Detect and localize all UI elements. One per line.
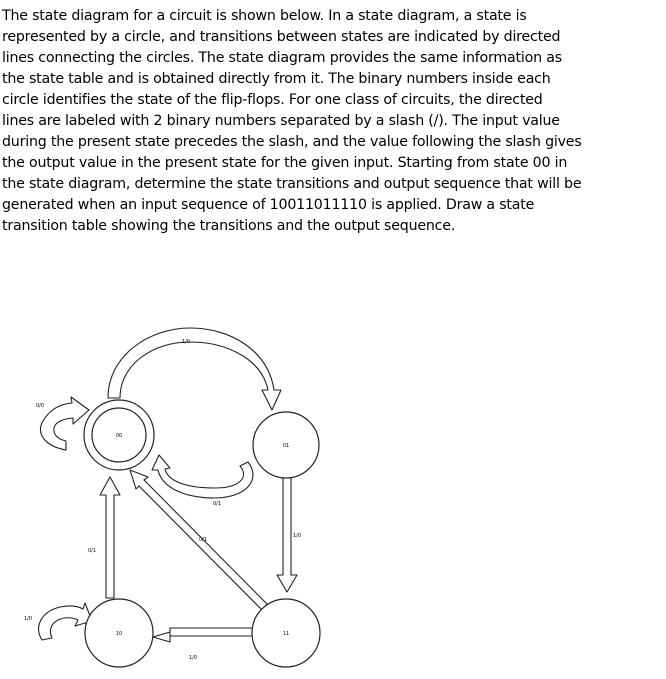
problem-line-11: transition table showing the transitions and the output sequence.: [2, 218, 456, 234]
arrow-self-00: [41, 397, 89, 450]
problem-line-3: lines connecting the circles. The state diagram provides the same information as: [2, 50, 562, 66]
problem-line-9: the state diagram, determine the state transitions and output sequence that will be: [2, 176, 582, 192]
problem-line-5: circle identifies the state of the flip-flops. For one class of circuits, the directed: [2, 92, 543, 108]
state-10-label: 10: [115, 631, 123, 637]
label-00-to-01: 1/0: [181, 339, 191, 345]
arrow-self-10: [39, 603, 92, 640]
label-01-to-11: 1/0: [292, 533, 302, 539]
problem-line-2: represented by a circle, and transitions between states are indicated by directed: [2, 29, 561, 45]
label-01-to-00: 0/1: [212, 501, 222, 507]
label-self-10: 1/0: [23, 616, 33, 622]
state-10: [85, 599, 153, 667]
state-00: [84, 400, 154, 470]
problem-line-6: lines are labeled with 2 binary numbers separated by a slash (/). The input value: [2, 113, 560, 129]
arrow-11-to-10: [153, 628, 253, 642]
problem-line-10: generated when an input sequence of 10011011110 is applied. Draw a state: [2, 197, 535, 213]
state-11-label: 11: [282, 631, 290, 637]
arrow-01-to-00: [152, 455, 253, 498]
state-01-label: 01: [282, 443, 290, 449]
problem-line-8: the output value in the present state for the given input. Starting from state 00 in: [2, 155, 568, 171]
label-self-00: 0/0: [35, 403, 45, 409]
label-11-to-00: 0/1: [198, 537, 208, 543]
arrow-00-to-01: [108, 328, 281, 410]
problem-line-4: the state table and is obtained directly from it. The binary numbers inside each: [2, 71, 551, 87]
label-11-to-10: 1/0: [188, 655, 198, 661]
state-11: [252, 599, 320, 667]
problem-line-1: The state diagram for a circuit is shown below. In a state diagram, a state is: [2, 8, 527, 24]
state-01: [253, 412, 319, 478]
problem-line-7: during the present state precedes the slash, and the value following the slash gives: [2, 134, 582, 150]
label-10-to-00: 0/1: [87, 548, 97, 554]
state-00-label: 00: [115, 433, 123, 439]
arrow-10-to-00: [100, 477, 120, 598]
